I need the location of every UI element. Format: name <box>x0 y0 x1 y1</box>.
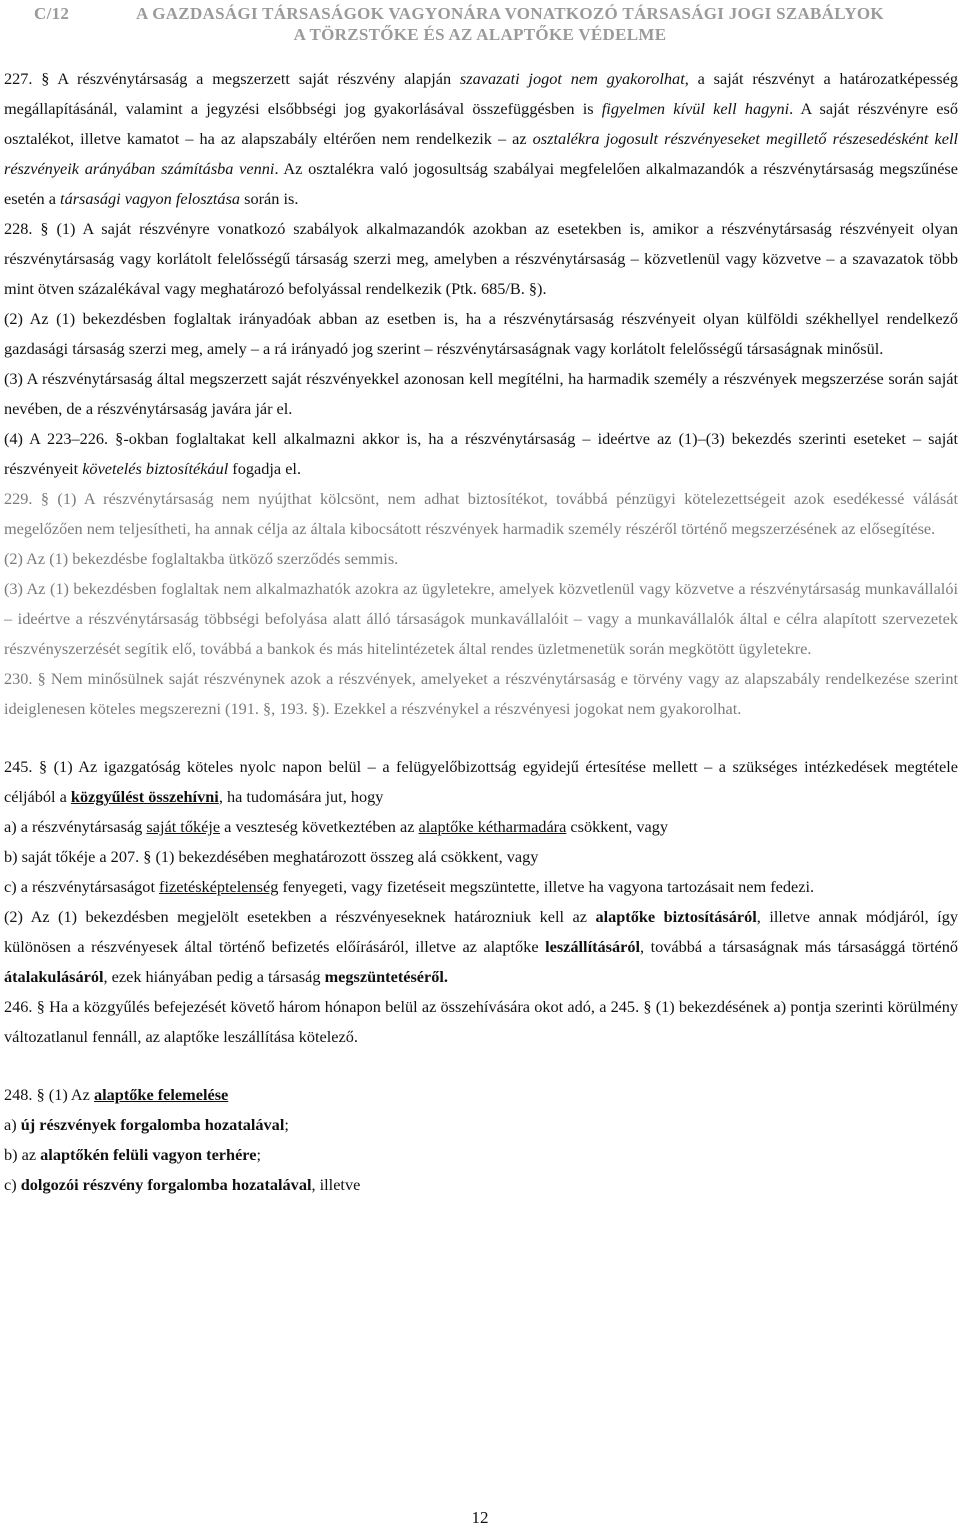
text-run-underlined: saját tőkéje <box>146 817 221 836</box>
text-run: során is. <box>240 189 299 208</box>
section-245-b: b) saját tőkéje a 207. § (1) bekezdésében meghatározott összeg alá csökkent, vagy <box>4 847 539 866</box>
text-run-underlined: alaptőke felemelése <box>93 1085 229 1104</box>
text-run-bold: megszüntetéséről. <box>324 967 448 986</box>
text-run: csökkent, vagy <box>566 817 669 836</box>
text-run-italic: osztalékra jogosult részvényeseket megillető részesedésként kell részvényeik arányában számításba venni <box>4 129 958 178</box>
text-run: fenyegeti, vagy fizetéseit megszüntette, illetve ha vagyona tartozásait nem fedezi. <box>278 877 815 896</box>
text-run: a) <box>4 1115 21 1134</box>
header-code: C/12 <box>34 4 70 23</box>
text-run: 245. § (1) Az igazgatóság köteles nyolc napon belül – a felügyelőbizottság egyidejű értesítése mellett – a szükséges intézkedések megtétele céljából a <box>4 757 958 806</box>
text-run: , továbbá a társaságnak más társasággá történő <box>640 937 958 956</box>
text-run-bold: új részvények forgalomba hozatalával <box>20 1115 285 1134</box>
header-subtitle: A TÖRZSTŐKE ÉS AZ ALAPTŐKE VÉDELME <box>293 25 667 44</box>
text-run: , ezek hiányában pedig a társaság <box>103 967 325 986</box>
text-run-italic: szavazati jogot nem gyakorolhat <box>459 69 685 88</box>
text-run-bold: dolgozói részvény forgalomba hozatalával <box>20 1175 312 1194</box>
text-run: b) az <box>4 1145 41 1164</box>
text-run-bold: alaptőkén felüli vagyon terhére <box>40 1145 257 1164</box>
text-run: c) a részvénytársaságot <box>4 877 160 896</box>
text-run: , illetve <box>311 1175 361 1194</box>
section-228-p1: 228. § (1) A saját részvényre vonatkozó szabályok alkalmazandók azokban az esetekben is, amikor a részvénytársaság részvényeit olyan részvénytársaság vagy korlátolt felelősségű társaság szerzi meg, amelyben a részvénytársaság – közvetlenül vagy közvetve – a szavazatok több mint ötven százalékával vagy meghatározó befolyással rendelkezik (Ptk. 685/B. §). <box>4 219 958 298</box>
text-run: . A saját részvényre eső osztalékot, illetve kamatot – ha az alapszabály eltérően nem rendelkezik – az <box>4 99 958 148</box>
text-run: (2) Az (1) bekezdésben megjelölt esetekben a részvényeseknek határozniuk kell az <box>4 907 596 926</box>
section-245-a <box>4 812 958 842</box>
section-228-p4 <box>4 424 958 484</box>
section-246: 246. § Ha a közgyűlés befejezését követő három hónapon belül az összehívására okot adó, a 245. § (1) bekezdésének a) pontja szerinti körülmény változatlanul fennáll, az alaptőke leszállítása kötelező. <box>4 997 958 1046</box>
section-248-b <box>4 1140 958 1170</box>
section-248-a <box>4 1110 958 1140</box>
text-run: . Az osztalékra való jogosultság szabályai megfelelően alkalmazandók a részvénytársaság megszűnése esetén a <box>4 159 958 208</box>
header-title: A GAZDASÁGI TÁRSASÁGOK VAGYONÁRA VONATKOZÓ TÁRSASÁGI JOGI SZABÁLYOK <box>136 4 884 23</box>
text-run-underlined: fizetésképtelenség <box>159 877 279 896</box>
text-run-italic: követelés biztosítékául <box>82 459 229 478</box>
text-run: , a saját részvényt a határozatképesség megállapításánál, valamint a jegyzési elsőbbségi jog gyakorlásával összefüggésben is <box>4 69 958 118</box>
section-245-p2 <box>4 902 958 992</box>
text-run-italic: társasági vagyon felosztása <box>60 189 241 208</box>
section-229-p3: (3) Az (1) bekezdésben foglaltak nem alkalmazhatók azokra az ügyletekre, amelyek közvetlenül vagy közvetve a részvénytársaság munkavállalói – ideértve a részvénytársaság többségi befolyása alatt álló társaságok munkavállalóit – vagy a munkavállalók által e célra alapított szervezetek részvényszerzését segítik elő, továbbá a bankok és más hitelintézetek által rendes üzletmenetük során megkötött ügyletekre. <box>4 579 958 658</box>
section-248-c <box>4 1170 958 1200</box>
text-run-bold: átalakulásáról <box>4 967 104 986</box>
text-run: 248. § (1) Az <box>4 1085 94 1104</box>
text-run: c) <box>4 1175 21 1194</box>
header-line-1 <box>0 3 960 25</box>
section-248-intro <box>4 1080 958 1110</box>
section-228-p2: (2) Az (1) bekezdésben foglaltak irányadóak abban az esetben is, ha a részvénytársaság részvényeit olyan külföldi székhellyel rendelkező gazdasági társaság szerzi meg, amely – a rá irányadó jog szerint – részvénytársaságnak vagy korlátolt felelősségű társaságnak minősül. <box>4 309 958 358</box>
section-229-p1: 229. § (1) A részvénytársaság nem nyújthat kölcsönt, nem adhat biztosítékot, továbbá pénzügyi kötelezettségeit azok esedékessé válását megelőzően nem teljesítheti, ha annak célja az általa kibocsátott részvények harmadik személy részéről történő megszerzésének az elősegítése. <box>4 489 958 538</box>
text-run-bold: alaptőke biztosításáról <box>595 907 757 926</box>
section-245-c <box>4 872 958 902</box>
text-run: , ha tudomására jut, hogy <box>218 787 384 806</box>
section-245-intro <box>4 752 958 812</box>
text-run: , illetve annak módjáról, így különösen a részvényesek által történő befizetés előírásáról, illetve az alaptőke <box>4 907 958 956</box>
page-header <box>0 0 960 48</box>
text-run-italic: figyelmen kívül kell hagyni <box>601 99 790 118</box>
text-run-bold: leszállításáról <box>545 937 641 956</box>
page-number: 12 <box>471 1508 489 1527</box>
section-230: 230. § Nem minősülnek saját részvénynek azok a részvények, amelyeket a részvénytársaság e törvény vagy az alapszabály rendelkezése szerint ideiglenesen köteles megszerezni (191. §, 193. §). Ezekkel a részvénykel a részvényesi jogokat nem gyakorolhat. <box>4 669 958 718</box>
text-run: fogadja el. <box>228 459 302 478</box>
text-run: ; <box>284 1115 289 1134</box>
text-run: a) a részvénytársaság <box>4 817 147 836</box>
text-run: a veszteség következtében az <box>220 817 419 836</box>
section-228-p3: (3) A részvénytársaság által megszerzett saját részvényekkel azonosan kell megítélni, ha harmadik személy a részvények megszerzése során saját nevében, de a részvénytársaság javára jár el. <box>4 369 958 418</box>
text-run-underlined: alaptőke kétharmadára <box>418 817 567 836</box>
section-229-p2: (2) Az (1) bekezdésbe foglaltakba ütköző szerződés semmis. <box>4 549 399 568</box>
text-run-underlined: közgyűlést összehívni <box>70 787 219 806</box>
document-body <box>4 64 958 1200</box>
section-227 <box>4 64 958 214</box>
text-run: 227. § A részvénytársaság a megszerzett saját részvény alapján <box>4 69 460 88</box>
text-run: ; <box>256 1145 262 1164</box>
text-run: (4) A 223–226. §-okban foglaltakat kell alkalmazni akkor is, ha a részvénytársaság – ideértve az (1)–(3) bekezdés szerinti eseteket – saját részvényeit <box>4 429 958 478</box>
